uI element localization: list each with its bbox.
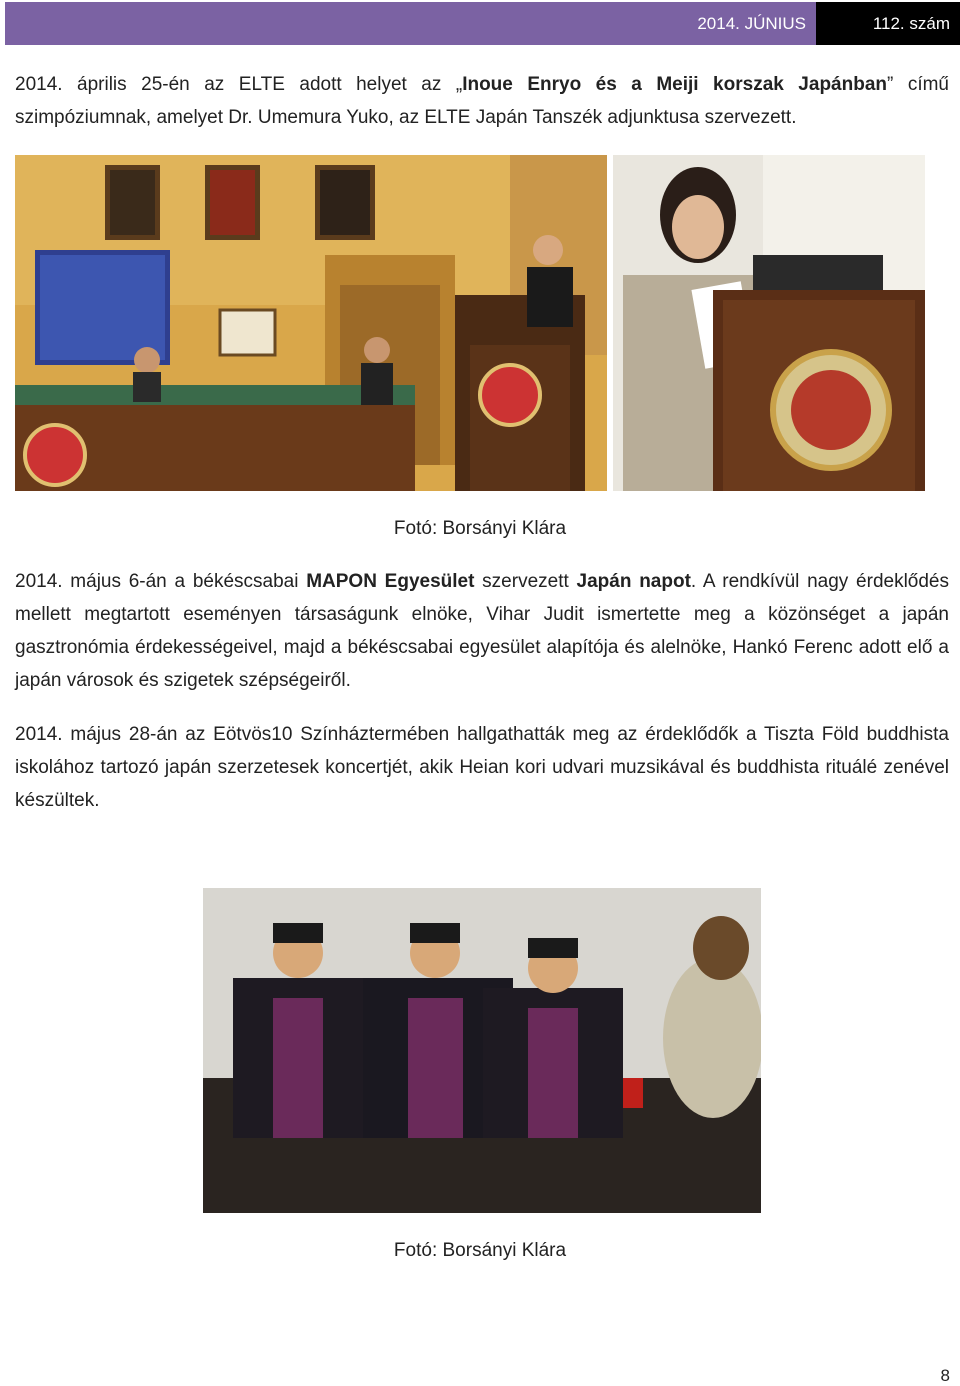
page-number: 8 <box>940 1366 950 1385</box>
page-header <box>5 2 960 45</box>
paragraph-concert: 2014. május 28-án az Eötvös10 Színháztermében hallgathatták meg az érdeklődők a Tiszta Föld buddhista iskolához tartozó japán szerzetesek koncertjét, akik Heian kori udvari muzsikával és buddhista rituálé zenével készültek. <box>15 724 949 811</box>
header-issue: 112. szám <box>816 2 960 45</box>
photo-monks-concert <box>203 888 761 1213</box>
photo-speaker-podium <box>613 155 925 491</box>
paragraph-japan-day: 2014. május 6-án a békéscsabai MAPON Egyesület szervezett Japán napot. A rendkívül nagy érdeklődés mellett megtartott eseményen társaságunk elnöke, Vihar Judit ismertette meg a közönséget a japán gasztronómia érdekességeivel, majd a békéscsabai egyesület alapítója és alelnöke, Hankó Ferenc adott elő a japán városok és szigetek szépségeiről. <box>15 571 950 691</box>
photo-conference-hall <box>15 155 607 491</box>
paragraph-symposium: 2014. április 25-én az ELTE adott helyet az „Inoue Enryo és a Meiji korszak Japánban” című szimpóziumnak, amelyet Dr. Umemura Yuko, az ELTE Japán Tanszék adjunktusa szervezett. <box>15 74 950 128</box>
header-month: 2014. JÚNIUS <box>5 2 816 45</box>
photo-caption-1: Fotó: Borsányi Klára <box>393 518 567 539</box>
photo-caption-2: Fotó: Borsányi Klára <box>393 1240 567 1261</box>
